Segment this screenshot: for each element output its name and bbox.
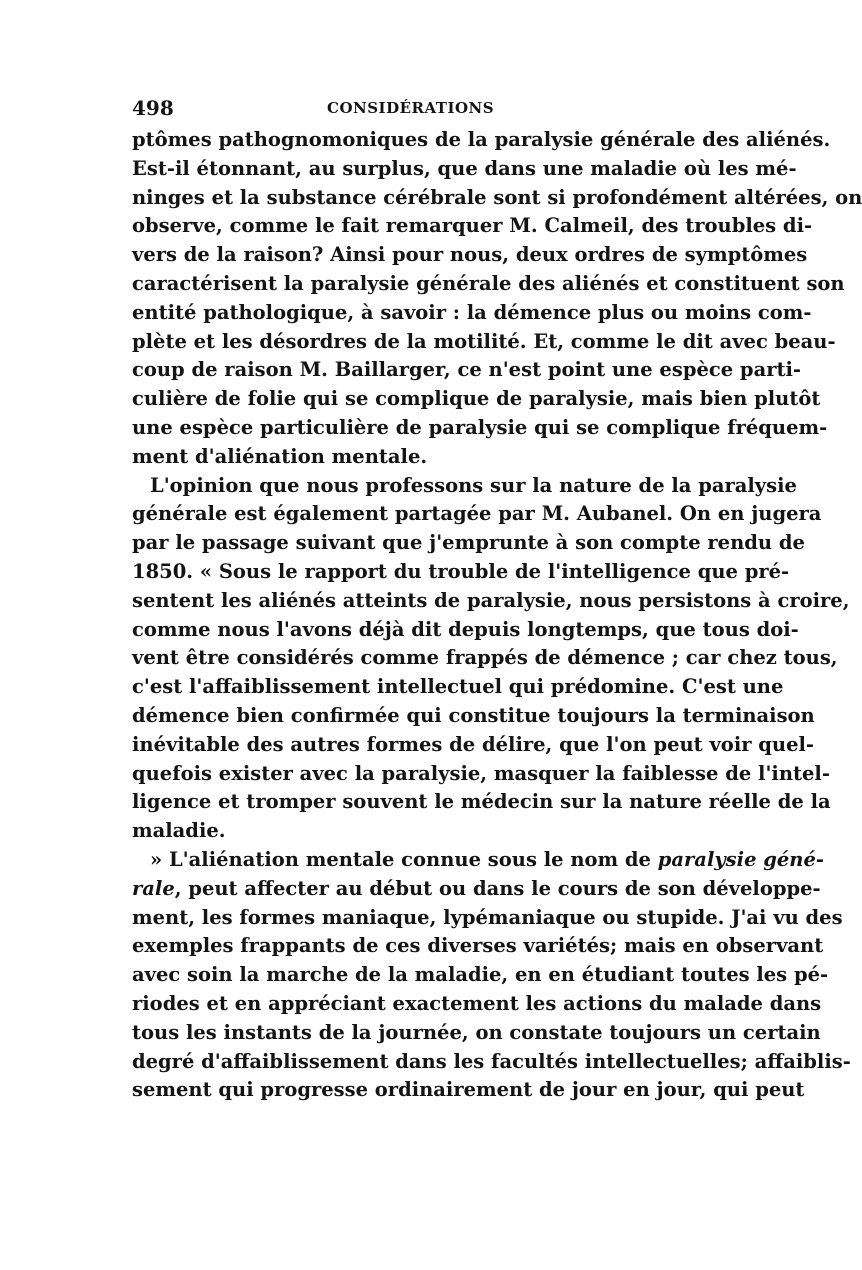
line-text: tous les instants de la journée, on constate toujours un certain	[132, 1020, 821, 1044]
running-title: CONSIDÉRATIONS	[327, 99, 495, 117]
line-text: quefois exister avec la paralysie, masquer la faiblesse de l'intel-	[132, 761, 830, 785]
text-line	[132, 270, 845, 299]
text-line	[132, 587, 850, 616]
text-line	[132, 212, 813, 241]
text-line	[132, 932, 824, 961]
line-text: culière de folie qui se complique de paralysie, mais bien plutôt	[132, 387, 821, 411]
text-line	[132, 443, 672, 472]
text-line	[132, 241, 808, 270]
line-text: vers de la raison? Ainsi pour nous, deux ordres de symptômes	[132, 243, 808, 267]
line-text: plète et les désordres de la motilité. Et, comme le dit avec beau-	[132, 329, 836, 353]
line-text: sement qui progresse ordinairement de jour en jour, qui peut	[132, 1078, 805, 1102]
body-text	[132, 126, 862, 1105]
text-line	[132, 875, 821, 904]
line-text: comme nous l'avons déjà dit depuis longtemps, que tous doi-	[132, 617, 799, 641]
line-text: , peut affecter au début ou dans le cours de son développe-	[174, 876, 821, 900]
text-line	[132, 500, 822, 529]
text-line	[132, 702, 815, 731]
line-text: » L'aliénation mentale connue sous le nom de	[150, 847, 658, 871]
text-line	[132, 414, 828, 443]
text-line	[132, 472, 797, 501]
line-text: une espèce particulière de paralysie qui se complique fréquem-	[132, 415, 828, 439]
line-text: vent être considérés comme frappés de démence ; car chez tous,	[132, 646, 838, 670]
line-text: ment, les formes maniaque, lypémaniaque ou stupide. J'ai vu des	[132, 905, 843, 929]
line-text: 1850. « Sous le rapport du trouble de l'intelligence que pré-	[132, 559, 790, 583]
text-line	[132, 1076, 805, 1105]
line-text: par le passage suivant que j'emprunte à son compte rendu de	[132, 531, 805, 555]
line-text: sentent les aliénés atteints de paralysie, nous persistons à croire,	[132, 588, 850, 612]
line-text: c'est l'affaiblissement intellectuel qui prédomine. C'est une	[132, 675, 784, 699]
line-text: avec soin la marche de la maladie, en en étudiant toutes les pé-	[132, 963, 829, 987]
line-text: caractérisent la paralysie générale des aliénés et constituent son	[132, 271, 845, 295]
line-text: entité pathologique, à savoir : la démence plus ou moins com-	[132, 300, 812, 324]
text-line	[132, 731, 815, 760]
text-line	[132, 558, 790, 587]
line-text: exemples frappants de ces diverses variétés; mais en observant	[132, 934, 824, 958]
text-line	[132, 184, 862, 213]
text-line	[132, 385, 821, 414]
text-line	[132, 990, 822, 1019]
text-line	[132, 299, 812, 328]
text-line	[132, 1048, 851, 1077]
line-text: Est-il étonnant, au surplus, que dans une maladie où les mé-	[132, 156, 797, 180]
text-line	[132, 846, 824, 875]
line-text: générale est également partagée par M. Aubanel. On en jugera	[132, 502, 822, 526]
text-line	[132, 616, 799, 645]
line-text: ptômes pathognomoniques de la paralysie générale des aliénés.	[132, 128, 831, 151]
text-line	[132, 904, 843, 933]
text-line	[132, 356, 801, 385]
text-line	[132, 155, 797, 184]
text-line	[132, 1019, 821, 1048]
line-text: inévitable des autres formes de délire, que l'on peut voir quel-	[132, 732, 815, 756]
text-line	[132, 673, 784, 702]
page-number: 498	[132, 96, 174, 120]
text-line	[132, 961, 829, 990]
line-text: démence bien confirmée qui constitue toujours la terminaison	[132, 703, 815, 727]
line-text: riodes et en appréciant exactement les actions du malade dans	[132, 991, 822, 1015]
text-line	[132, 817, 672, 846]
text-line	[132, 644, 838, 673]
line-text: degré d'affaiblissement dans les facultés intellectuelles; affaiblis-	[132, 1049, 851, 1073]
text-line	[132, 760, 830, 789]
line-text: observe, comme le fait remarquer M. Calmeil, des troubles di-	[132, 214, 813, 238]
text-line	[132, 788, 831, 817]
line-text: ninges et la substance cérébrale sont si profondément altérées, on	[132, 185, 862, 209]
line-text: coup de raison M. Baillarger, ce n'est point une espèce parti-	[132, 358, 801, 382]
text-line	[132, 529, 805, 558]
text-line	[132, 328, 836, 357]
line-text: maladie.	[132, 819, 226, 843]
line-text: ligence et tromper souvent le médecin sur la nature réelle de la	[132, 790, 831, 814]
italic-text: paralysie géné-	[657, 847, 824, 871]
page-header	[132, 96, 672, 120]
italic-text: rale	[132, 876, 175, 900]
line-text: ment d'aliénation mentale.	[132, 444, 428, 468]
line-text: L'opinion que nous professons sur la nature de la paralysie	[150, 473, 797, 497]
text-line	[132, 126, 831, 155]
